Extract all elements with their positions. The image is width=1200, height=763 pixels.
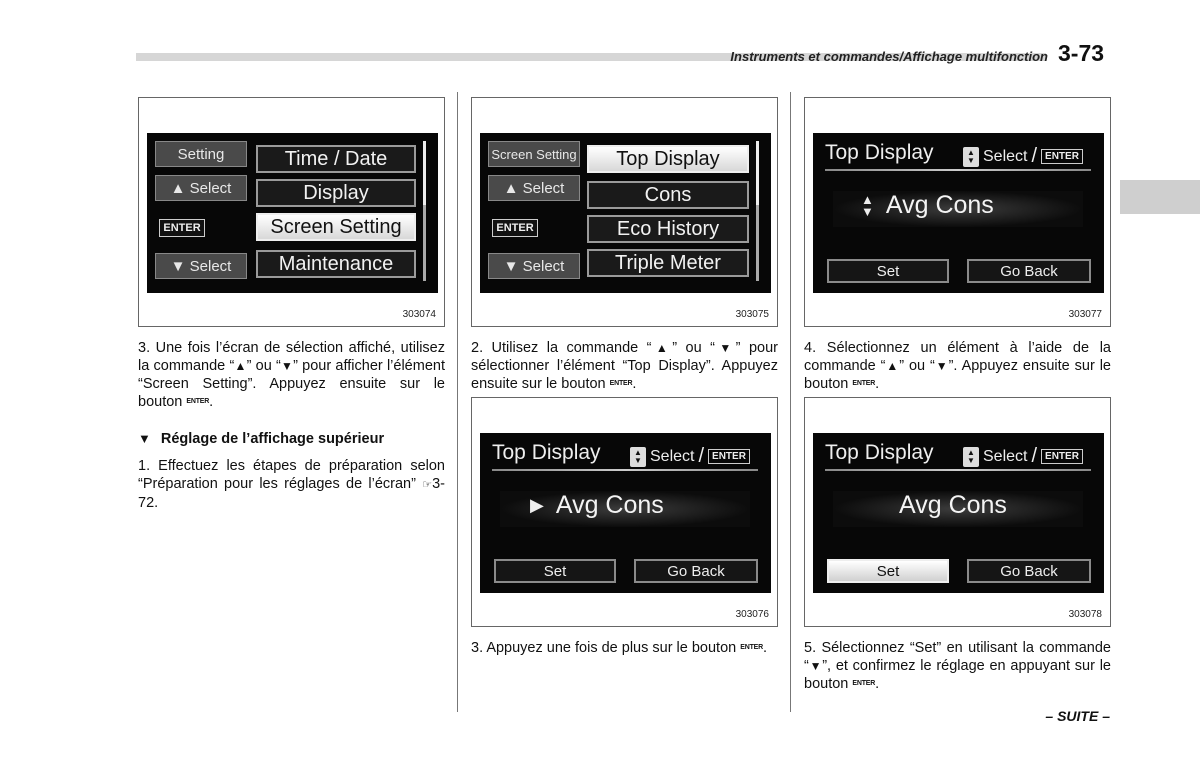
page-number: 3-73 — [1058, 40, 1105, 66]
figure-top-display-set — [804, 397, 1111, 627]
text-run: 2. Utilisez la commande “ — [471, 340, 652, 356]
up-triangle-icon: ▲ — [885, 359, 900, 373]
text-run: 5. Sélectionnez “Set” en utilisant la commande “ — [804, 640, 1111, 674]
enter-key: ENTER — [492, 219, 538, 237]
up-triangle-icon: ▲ — [651, 341, 673, 355]
text-run: ” pour afficher l’élément “Screen Setting”. Appuyez ensuite sur le bouton — [138, 358, 445, 410]
set-button: Set — [494, 559, 616, 583]
up-down-icon: ▲ ▼ — [963, 447, 979, 467]
text-run: 3-72. — [138, 476, 445, 511]
step-3b-paragraph — [471, 639, 778, 657]
enter-key-icon: ENTER — [186, 398, 210, 406]
scrollbar-thumb — [423, 141, 426, 205]
text-run: ”. Appuyez ensuite sur le bouton — [804, 358, 1111, 392]
enter-key-icon: ENTER — [740, 644, 763, 652]
title-underline — [825, 469, 1091, 471]
menu-item: Triple Meter — [587, 249, 749, 277]
text-run: . — [632, 376, 637, 392]
up-down-arrows-icon: ▲ ▼ — [861, 191, 874, 219]
enter-key-icon: ENTER — [609, 380, 633, 388]
text-run: . — [762, 640, 768, 656]
figure-screen-menu-2 — [471, 97, 778, 327]
figure-top-display-select — [804, 97, 1111, 327]
display-screen — [480, 433, 771, 593]
select-hint — [630, 445, 750, 468]
figure-screen-menu-1 — [138, 97, 445, 327]
screen-title: Top Display — [825, 441, 934, 464]
select-up-button: ▲ Select — [488, 175, 580, 201]
down-triangle-icon: ▼ — [280, 359, 294, 373]
text-run: ”, et confirmez le réglage en appuyant sur le bouton — [804, 658, 1111, 692]
column-divider — [790, 92, 791, 712]
enter-key: ENTER — [1041, 449, 1083, 464]
menu-item: Maintenance — [256, 250, 416, 278]
text-run: ” ou “ — [246, 358, 281, 374]
screen-setting-button: Screen Setting — [488, 141, 580, 167]
figure-number: 303077 — [1068, 309, 1102, 320]
enter-key-icon: ENTER — [852, 680, 876, 688]
column-divider — [457, 92, 458, 712]
enter-key: ENTER — [159, 219, 205, 237]
set-button-selected: Set — [827, 559, 949, 583]
display-screen — [147, 133, 438, 293]
enter-key-icon: ENTER — [852, 380, 876, 388]
down-triangle-icon: ▼ — [934, 359, 949, 373]
title-underline — [492, 469, 758, 471]
text-run: 4. Sélectionnez un élément à l’aide de la commande “ — [804, 340, 1111, 374]
select-hint — [963, 445, 1083, 468]
menu-item: Time / Date — [256, 145, 416, 173]
text-run: 1. Effectuez les étapes de préparation selon “Préparation pour les réglages de l’écran” — [138, 458, 445, 492]
menu-item: Display — [256, 179, 416, 207]
screen-title: Top Display — [492, 441, 601, 464]
step-4-paragraph — [804, 339, 1111, 393]
scrollbar-thumb — [756, 141, 759, 205]
value-text: Avg Cons — [899, 491, 1007, 519]
heading-marker-icon: ▼ — [138, 431, 151, 446]
text-run: 3. Une fois l’écran de sélection affiché, utilisez la commande “ — [138, 340, 445, 374]
figure-number: 303075 — [735, 309, 769, 320]
select-down-button: ▼ Select — [155, 253, 247, 279]
select-label: Select — [650, 447, 695, 465]
figure-number: 303076 — [735, 609, 769, 620]
value-text: Avg Cons — [885, 191, 994, 219]
select-hint — [963, 145, 1083, 168]
select-down-button: ▼ Select — [488, 253, 580, 279]
menu-item-selected: Top Display — [587, 145, 749, 173]
title-underline — [825, 169, 1091, 171]
go-back-button: Go Back — [634, 559, 758, 583]
slash: / — [1031, 445, 1038, 467]
go-back-button: Go Back — [967, 259, 1091, 283]
text-run: . — [875, 376, 880, 392]
text-run: . — [875, 676, 880, 692]
up-down-icon: ▲ ▼ — [630, 447, 646, 467]
text-run: 3. Appuyez une fois de plus sur le bouton — [471, 640, 741, 656]
heading-text: Réglage de l’affichage supérieur — [160, 431, 385, 447]
pointer-icon: ▶ — [530, 495, 544, 515]
set-button: Set — [827, 259, 949, 283]
menu-item: Eco History — [587, 215, 749, 243]
slash: / — [1031, 145, 1038, 167]
enter-key: ENTER — [708, 449, 750, 464]
go-back-button: Go Back — [967, 559, 1091, 583]
display-screen — [813, 433, 1104, 593]
running-header: Instruments et commandes/Affichage multifonction — [730, 49, 1048, 64]
value-row — [899, 491, 1007, 520]
step-1-paragraph — [138, 457, 445, 512]
menu-item-selected: Screen Setting — [256, 213, 416, 241]
text-run: ” ou “ — [672, 340, 715, 356]
figure-top-display-value — [471, 397, 778, 627]
step-3-paragraph — [138, 339, 445, 411]
select-up-button: ▲ Select — [155, 175, 247, 201]
screen-title: Top Display — [825, 141, 934, 164]
text-run: ” pour sélectionner l’élément “Top Display”. Appuyez ensuite sur le bouton — [471, 340, 778, 392]
continued-marker: – SUITE – — [1045, 708, 1110, 724]
step-2-paragraph — [471, 339, 778, 393]
up-triangle-icon: ▲ — [234, 359, 247, 373]
figure-number: 303074 — [402, 309, 436, 320]
section-heading — [138, 431, 384, 447]
reference-icon: ☞ — [422, 479, 433, 491]
enter-key: ENTER — [1041, 149, 1083, 164]
down-triangle-icon: ▼ — [808, 659, 823, 673]
select-label: Select — [983, 147, 1028, 165]
text-run: ” ou “ — [899, 358, 935, 374]
display-screen — [480, 133, 771, 293]
text-run: . — [209, 394, 214, 410]
value-text: Avg Cons — [555, 491, 664, 519]
select-label: Select — [983, 447, 1028, 465]
setting-button: Setting — [155, 141, 247, 167]
down-triangle-icon: ▼ — [714, 341, 736, 355]
slash: / — [698, 445, 705, 467]
chapter-tab — [1120, 180, 1200, 214]
value-row — [861, 191, 994, 220]
step-5-paragraph — [804, 639, 1111, 693]
value-row — [530, 491, 664, 520]
display-screen — [813, 133, 1104, 293]
up-down-icon: ▲ ▼ — [963, 147, 979, 167]
menu-item: Cons — [587, 181, 749, 209]
figure-number: 303078 — [1068, 609, 1102, 620]
